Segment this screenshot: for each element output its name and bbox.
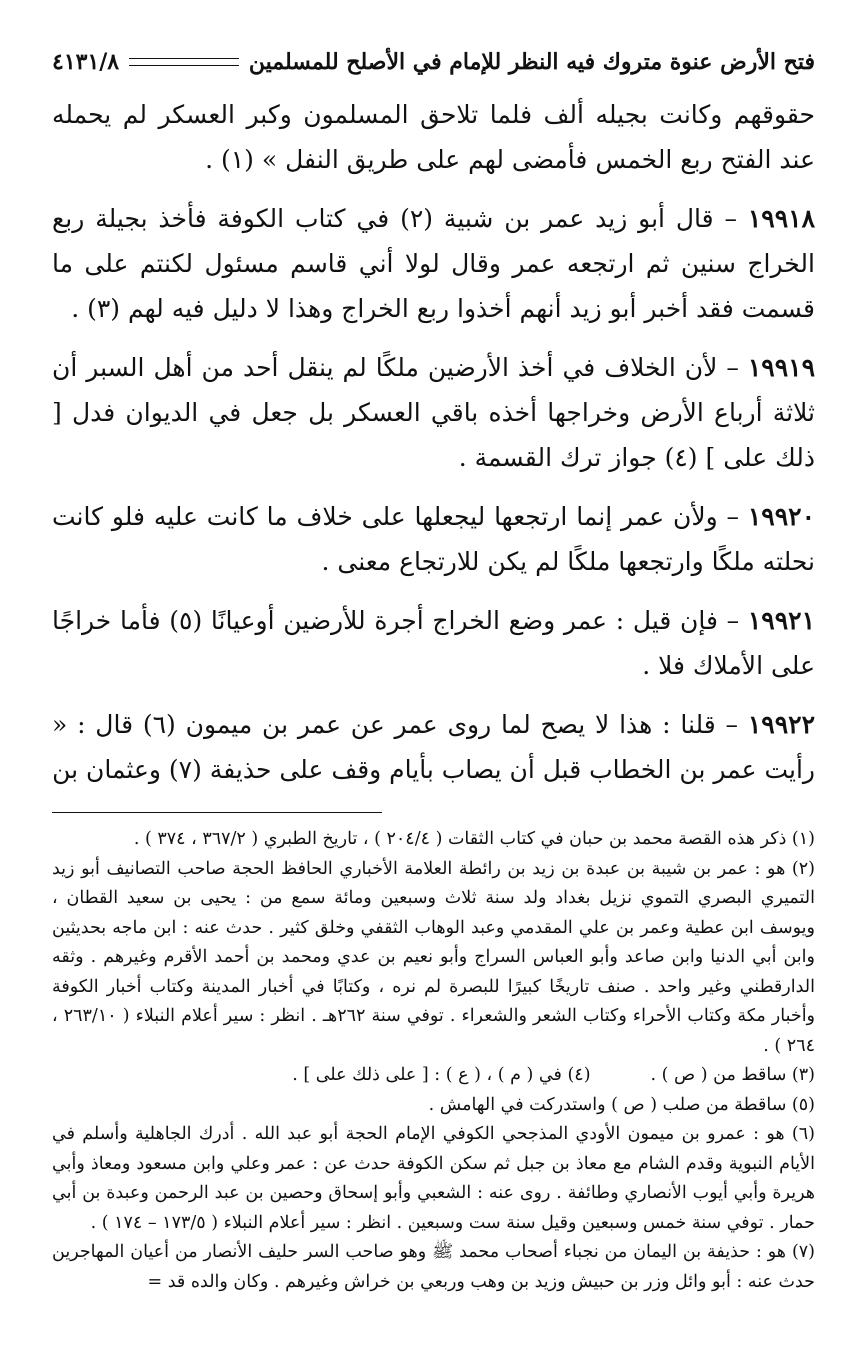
paragraph-number: ١٩٩١٨ [747, 204, 815, 233]
page-number: ٤١٣١/٨ [52, 49, 120, 75]
footnote-4: (٤) في ( م ) ، ( ع ) : [ على ذلك على ] . [292, 1065, 591, 1085]
paragraph-text: – ولأن عمر إنما ارتجعها ليجعلها على خلاف ما كانت عليه فلو كانت نحلته ملكًا وارتجعها ملكًا لم يكن للارتجاع معنى . [52, 502, 815, 576]
paragraph [52, 598, 815, 688]
paragraph-number: ١٩٩٢١ [747, 606, 815, 635]
book-page [52, 38, 815, 1297]
running-header [52, 38, 815, 86]
paragraph-text: حقوقهم وكانت بجيله ألف فلما تلاحق المسلمون وكبر العسكر لم يحمله عند الفتح ربع الخمس فأمضى لهم على طريق النفل » (١) . [52, 100, 815, 174]
paragraph [52, 92, 815, 182]
paragraph-text: – لأن الخلاف في أخذ الأرضين ملكًا لم ينقل أحد من أهل السبر أن ثلاثة أرباع الأرض وخراجها أخذه باقي العسكر بل جعل في الديوان فدل [ ذلك على ] (٤) جواز ترك القسمة . [52, 353, 815, 472]
header-rule [129, 58, 239, 66]
paragraph-text: – قلنا : هذا لا يصح لما روى عمر عن عمر بن ميمون (٦) قال : « رأيت عمر بن الخطاب قبل أن يصاب بأيام وقف على حذيفة (٧) وعثمان بن [52, 710, 815, 784]
footnote-2: (٢) هو : عمر بن شيبة بن عبدة بن زيد بن رائطة العلامة الأخباري الحافظ الحجة صاحب التصانيف أبو زيد التميري البصري التموي نزيل بغداد ولد سنة ثلاث وسبعين ومائة سمع من : يحيى بن سعيد القطان ، ويوسف ابن عطية وعمر بن علي المقدمي وعبد الوهاب الثقفي وخلق كثير . حدث عنه : ابن ماجه بحديثين وابن أبي الدنيا وابن صاعد وأبو العباس السراج وأبو نعيم بن عدي ومحمد بن أحمد الأقرم وغيرهم . وثقه الدارقطني وغير واحد . صنف تاريخًا كبيرًا للبصرة لم نره ، وكتابًا في أخبار المدينة وكتاب أخبار الكوفة وأخبار مكة وكتاب الأحراء وكتاب الشعر والشعراء . توفي سنة ٢٦٢هـ . انظر : سير أعلام النبلاء ( ٢٦٣/١٠ ، ٢٦٤ ) . [52, 858, 816, 1056]
footnotes [52, 825, 815, 1297]
paragraph [52, 196, 815, 331]
main-text [52, 92, 815, 792]
paragraph-text: – قال أبو زيد عمر بن شبية (٢) في كتاب الكوفة فأخذ بجيلة ربع الخراج سنين ثم ارتجعه عمر وقال لولا أني قاسم مسئول لكنتم على ما قسمت فقد أخبر أبو زيد أنهم أخذوا ربع الخراج وهذا لا دليل فيه لهم (٣) . [52, 204, 815, 323]
footnote-5: (٥) ساقطة من صلب ( ص ) واستدركت في الهامش . [428, 1094, 815, 1115]
footnote-7: (٧) هو : حذيفة بن اليمان من نجباء أصحاب محمد ﷺ وهو صاحب السر حليف الأنصار من أعيان المهاجرين حدث عنه : أبو وائل وزر بن حبيش وزيد بن وهب وربعي بن خراش وغيرهم . وكان والده قد = [52, 1242, 815, 1292]
footnote-3: (٣) ساقط من ( ص ) . [650, 1065, 815, 1085]
paragraph-number: ١٩٩٢٢ [747, 710, 815, 739]
footnote-row [52, 1061, 815, 1091]
paragraph [52, 345, 815, 480]
header-title: فتح الأرض عنوة متروك فيه النظر للإمام في الأصلح للمسلمين [248, 49, 815, 75]
footnote-separator [52, 812, 382, 813]
paragraph-number: ١٩٩٢٠ [747, 502, 815, 531]
footnote-6: (٦) هو : عمرو بن ميمون الأودي المذجحي الكوفي الإمام الحجة أبو عبد الله . أدرك الجاهلية وأسلم في الأيام النبوية وقدم الشام مع معاذ بن جبل ثم سكن الكوفة حدث عن : عمر وعلي وابن مسعود ومعاذ وأبي هريرة وأبي أيوب الأنصاري وطائفة . روى عنه : الشعبي وأبو إسحاق وحصين بن عبد الرحمن وعبدة بن أبي حمار . توفي سنة خمس وسبعين وقيل سنة ست وسبعين . انظر : سير أعلام النبلاء ( ١٧٣/٥ – ١٧٤ ) . [52, 1124, 815, 1233]
paragraph-number: ١٩٩١٩ [747, 353, 815, 382]
paragraph [52, 702, 815, 792]
footnote-1: (١) ذكر هذه القصة محمد بن حبان في كتاب الثقات ( ٢٠٤/٤ ) ، تاريخ الطبري ( ٣٦٧/٢ ، ٣٧٤ ) . [133, 829, 815, 849]
paragraph [52, 494, 815, 584]
paragraph-text: – فإن قيل : عمر وضع الخراج أجرة للأرضين أوعيانًا (٥) فأما خراجًا على الأملاك فلا . [52, 606, 815, 680]
